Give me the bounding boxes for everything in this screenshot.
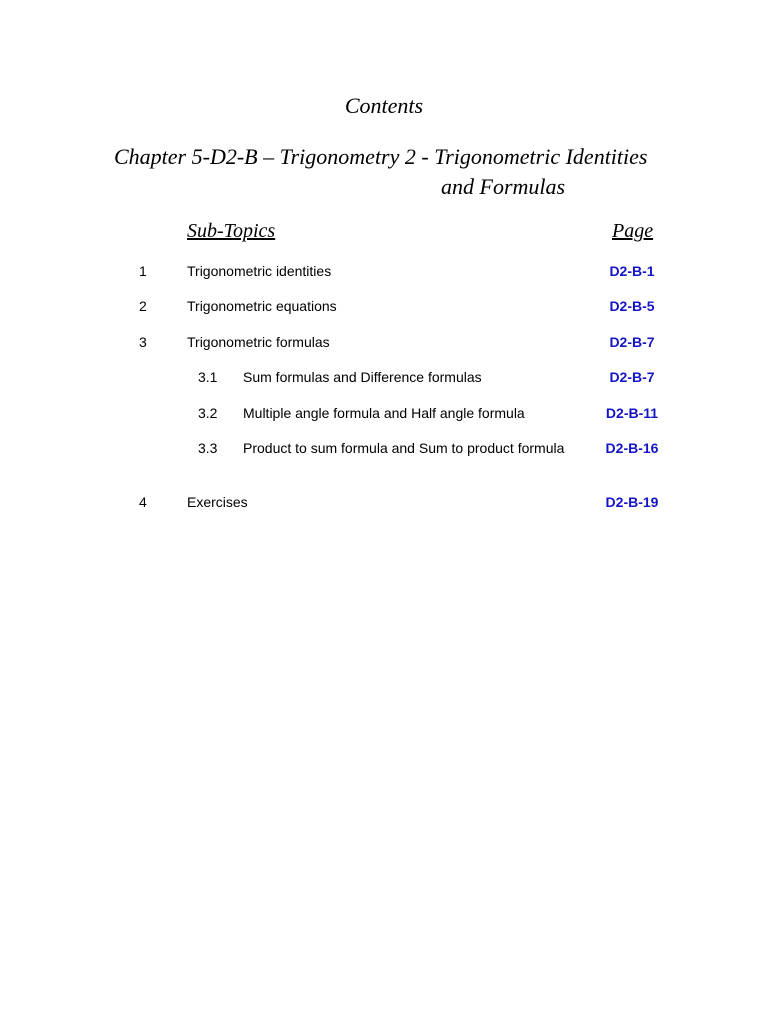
toc-entry-title: Trigonometric formulas — [187, 334, 330, 350]
toc-page-link[interactable]: D2-B-11 — [605, 405, 659, 421]
toc-entry-number: 2 — [139, 298, 147, 314]
toc-entry-title: Multiple angle formula and Half angle formula — [243, 405, 525, 421]
toc-entry-title: Product to sum formula and Sum to product formula — [243, 440, 565, 456]
toc-entry-number: 3.3 — [198, 440, 218, 456]
toc-entry-number: 1 — [139, 263, 147, 279]
toc-page-link[interactable]: D2-B-16 — [605, 440, 659, 456]
chapter-title-line2: and Formulas — [441, 174, 566, 199]
toc-page-link[interactable]: D2-B-1 — [609, 263, 655, 279]
toc-entry-number: 3 — [139, 334, 147, 350]
toc-entry-number: 3.1 — [198, 369, 218, 385]
toc-page-link[interactable]: D2-B-19 — [605, 494, 659, 510]
toc-page-link[interactable]: D2-B-7 — [609, 334, 655, 350]
page-column-header: Page — [612, 220, 654, 242]
toc-entry-title: Trigonometric equations — [187, 298, 337, 314]
chapter-title-line1: Chapter 5-D2-B – Trigonometry 2 - Trigonometric Identities — [114, 144, 648, 169]
toc-entry-number: 3.2 — [198, 405, 218, 421]
toc-entry-title: Exercises — [187, 494, 248, 510]
toc-page-link[interactable]: D2-B-5 — [609, 298, 655, 314]
toc-page-link[interactable]: D2-B-7 — [609, 369, 655, 385]
toc-entry-title: Trigonometric identities — [187, 263, 332, 279]
toc-entry-title: Sum formulas and Difference formulas — [243, 369, 482, 385]
contents-title: Contents — [344, 93, 424, 118]
toc-entry-number: 4 — [139, 494, 147, 510]
subtopics-column-header: Sub-Topics — [187, 220, 276, 242]
